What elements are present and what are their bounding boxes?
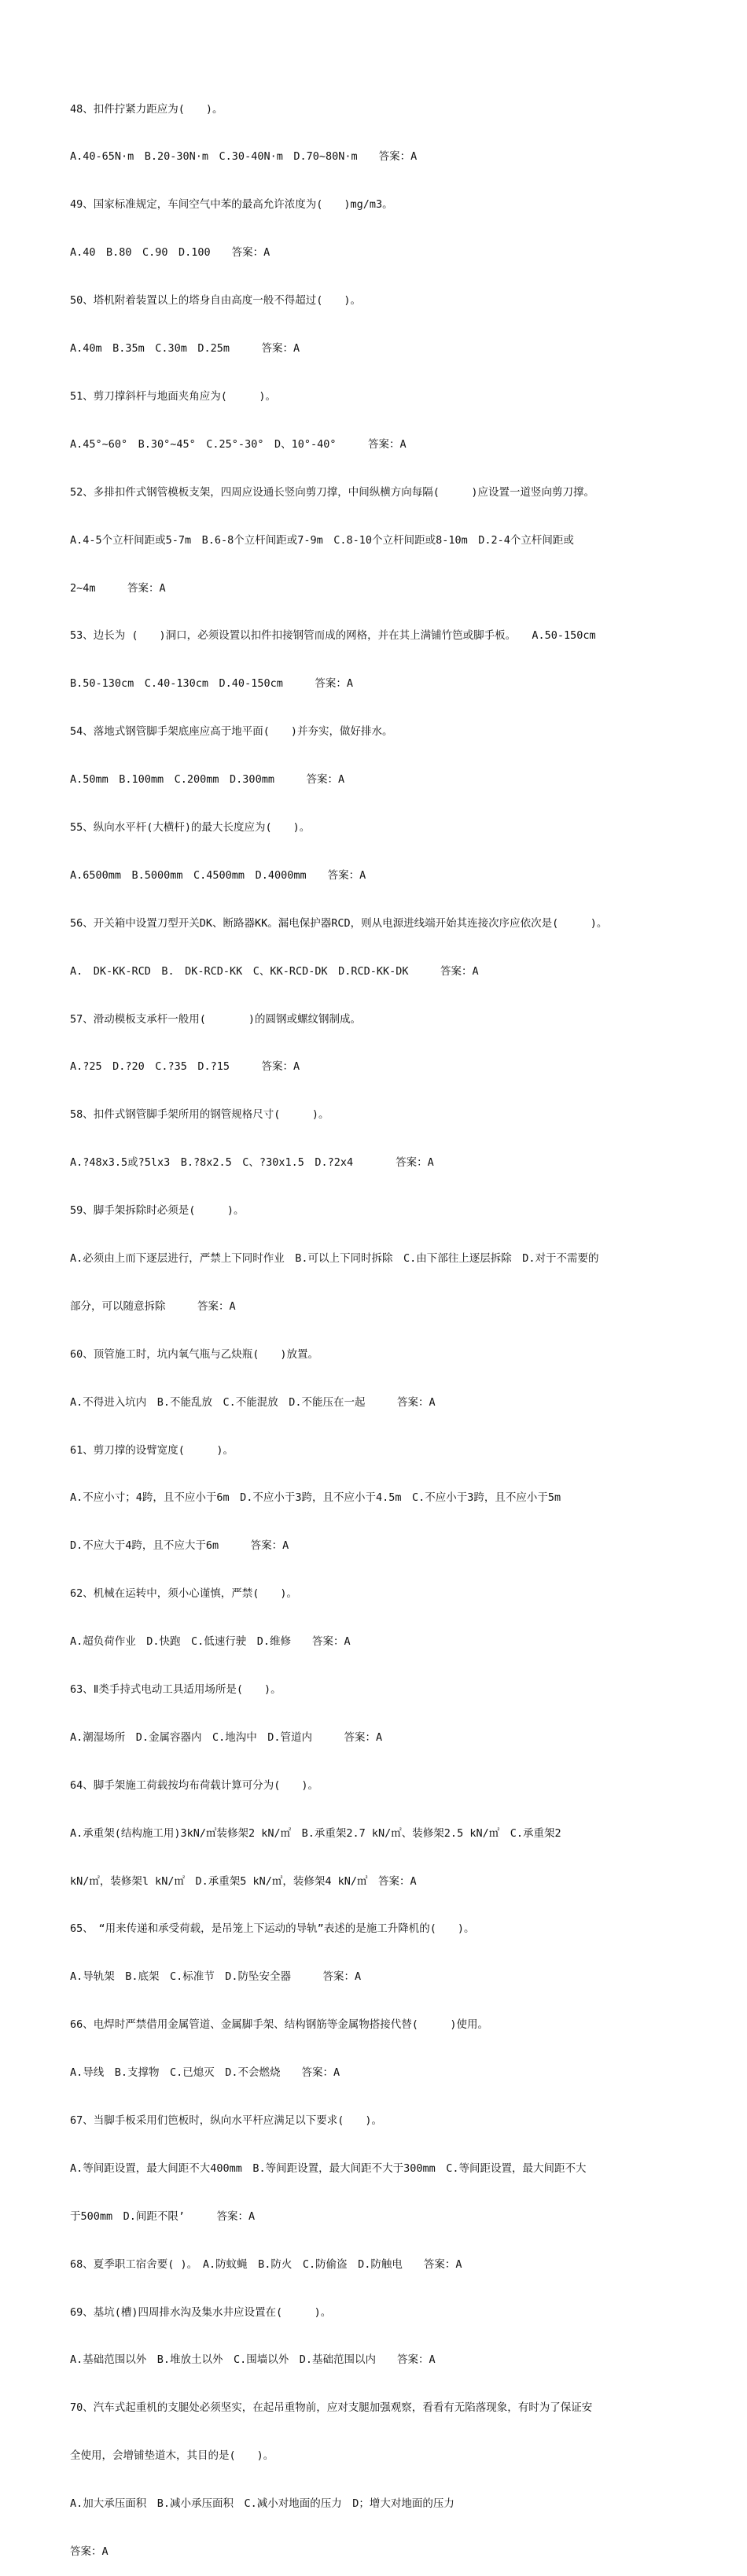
options-66: A.导线 B.支撑物 C.已熄灭 D.不会燃烧 答案：A — [70, 2066, 340, 2080]
question-55: 55、纵向水平杆(大横杆)的最大长度应为( )。 — [70, 820, 311, 834]
question-70-cont: 全使用，会增铺垫道木，其目的是( )。 — [70, 2449, 274, 2463]
question-59: 59、脚手架拆除时必须是( )。 — [70, 1204, 245, 1218]
question-61: 61、剪刀撑的设臂宽度( )。 — [70, 1443, 234, 1457]
question-67: 67、当脚手板采用们笆板时，纵向水平杆应满足以下要求( )。 — [70, 2114, 383, 2127]
question-51: 51、剪刀撑斜杆与地面夹角应为( )。 — [70, 389, 277, 403]
options-49: A.40 B.80 C.90 D.100 答案：A — [70, 246, 270, 260]
question-68: 68、夏季职工宿舍要( )。 A.防蚊蝇 B.防火 C.防偷盗 D.防触电 答案：A — [70, 2257, 462, 2271]
options-62: A.超负荷作业 D.快跑 C.低速行驶 D.维修 答案：A — [70, 1635, 351, 1649]
options-59: A.必须由上而下逐层进行，严禁上下同时作业 B.可以上下同时拆除 C.由下部往上逐层拆除 D.对于不需要的 — [70, 1251, 599, 1265]
options-53: B.50-130cm C.40-130cm D.40-150cm 答案：A — [70, 677, 353, 691]
question-63: 63、Ⅱ类手持式电动工具适用场所是( )。 — [70, 1682, 282, 1696]
options-64-cont: kN/㎡，装修架l kN/㎡ D.承重架5 kN/㎡，装修架4 kN/㎡ 答案：A — [70, 1874, 417, 1888]
options-59-cont: 部分，可以随意拆除 答案：A — [70, 1299, 236, 1313]
question-56: 56、开关箱中设置刀型开关DK、断路器KK。漏电保护器RCD，则从电源进线端开始其连接次序应依次是( )。 — [70, 916, 608, 930]
question-65: 65、 “用来传递和承受荷载，是吊笼上下运动的导轨”表述的是施工升降机的( )。 — [70, 1922, 475, 1936]
options-52-cont: 2~4m 答案：A — [70, 581, 166, 595]
options-58: A.?48x3.5或?5lx3 B.?8x2.5 C、?30x1.5 D.?2x4 答案：A — [70, 1156, 434, 1170]
options-52: A.4-5个立杆间距或5-7m B.6-8个立杆间距或7-9m C.8-10个立杆间距或8-10m D.2-4个立杆间距或 — [70, 533, 574, 547]
question-53: 53、边长为 ( )洞口，必须设置以扣件扣接钢管而成的网格，并在其上满铺竹笆或脚手板。 A.50-150cm — [70, 629, 596, 643]
options-65: A.导轨架 B.底架 C.标准节 D.防坠安全器 答案：A — [70, 1970, 362, 1984]
question-70: 70、汽车式起重机的支腿处必须坚实，在起吊重物前，应对支腿加强观察，看看有无陷落现象，有时为了保证安 — [70, 2401, 593, 2415]
answer-70: 答案：A — [70, 2545, 109, 2559]
options-51: A.45°~60° B.30°~45° C.25°-30° D、10°-40° 答案：A — [70, 437, 407, 451]
options-55: A.6500mm B.5000mm C.4500mm D.4000mm 答案：A — [70, 868, 366, 882]
question-48: 48、扣件拧紧力距应为( )。 — [70, 102, 223, 116]
options-48: A.40-65N·m B.20-30N·m C.30-40N·m D.70~80N·m 答案：A — [70, 150, 418, 164]
options-57: A.?25 D.?20 C.?35 D.?15 答案：A — [70, 1060, 300, 1074]
question-58: 58、扣件式钢管脚手架所用的钢管规格尺寸( )。 — [70, 1108, 329, 1122]
options-56: A. DK-KK-RCD B. DK-RCD-KK C、KK-RCD-DK D.RCD-KK-DK 答案：A — [70, 964, 479, 978]
options-64: A.承重架(结构施工用)3kN/㎡装修架2 kN/㎡ B.承重架2.7 kN/㎡、装修架2.5 kN/㎡ C.承重架2 — [70, 1826, 561, 1840]
options-60: A.不得进入坑内 B.不能乱放 C.不能混放 D.不能压在一起 答案：A — [70, 1395, 436, 1409]
options-61: A.不应小寸；4跨，且不应小于6m D.不应小于3跨，且不应小于4.5m C.不应小于3跨，且不应小于5m — [70, 1491, 561, 1505]
question-54: 54、落地式钢管脚手架底座应高于地平面( )并夯实，做好排水。 — [70, 725, 393, 739]
question-49: 49、国家标准规定，车间空气中苯的最高允许浓度为( )mg/m3。 — [70, 198, 393, 212]
question-69: 69、基坑(槽)四周排水沟及集水井应设置在( )。 — [70, 2305, 332, 2319]
question-64: 64、脚手架施工荷载按均布荷载计算可分为( )。 — [70, 1778, 319, 1792]
question-52: 52、多排扣件式钢管模板支架，四周应设通长竖向剪刀撑，中间纵横方向每隔( )应设置一道竖向剪刀撑。 — [70, 485, 595, 499]
question-60: 60、顶管施工时，坑内氧气瓶与乙炔瓶( )放置。 — [70, 1347, 319, 1361]
options-69: A.基础范围以外 B.堆放土以外 C.围墙以外 D.基础范围以内 答案：A — [70, 2353, 436, 2367]
question-50: 50、塔机附着装置以上的塔身自由高度一般不得超过( )。 — [70, 294, 362, 308]
question-66: 66、电焊时严禁借用金属管道、金属脚手架、结构钢筋等金属物搭接代替( )使用。 — [70, 2018, 489, 2032]
document-body — [70, 69, 679, 2576]
question-57: 57、滑动模板支承杆一般用( )的圆钢或螺纹钢制成。 — [70, 1012, 362, 1026]
options-67-cont: 于500mm D.间距不限’ 答案：A — [70, 2209, 256, 2223]
options-70: A.加大承压面积 B.减小承压面积 C.减小对地面的压力 D；增大对地面的压力 — [70, 2497, 454, 2511]
options-61-cont: D.不应大于4跨，且不应大于6m 答案：A — [70, 1539, 289, 1553]
options-50: A.40m B.35m C.30m D.25m 答案：A — [70, 342, 300, 356]
options-54: A.50mm B.100mm C.200mm D.300mm 答案：A — [70, 773, 345, 787]
options-63: A.潮湿场所 D.金属容器内 C.地沟中 D.管道内 答案：A — [70, 1730, 383, 1744]
options-67: A.等间距设置，最大间距不大400mm B.等间距设置，最大间距不大于300mm C.等间距设置，最大间距不大 — [70, 2161, 587, 2175]
question-62: 62、机械在运转中，须小心谨慎，严禁( )。 — [70, 1587, 298, 1601]
